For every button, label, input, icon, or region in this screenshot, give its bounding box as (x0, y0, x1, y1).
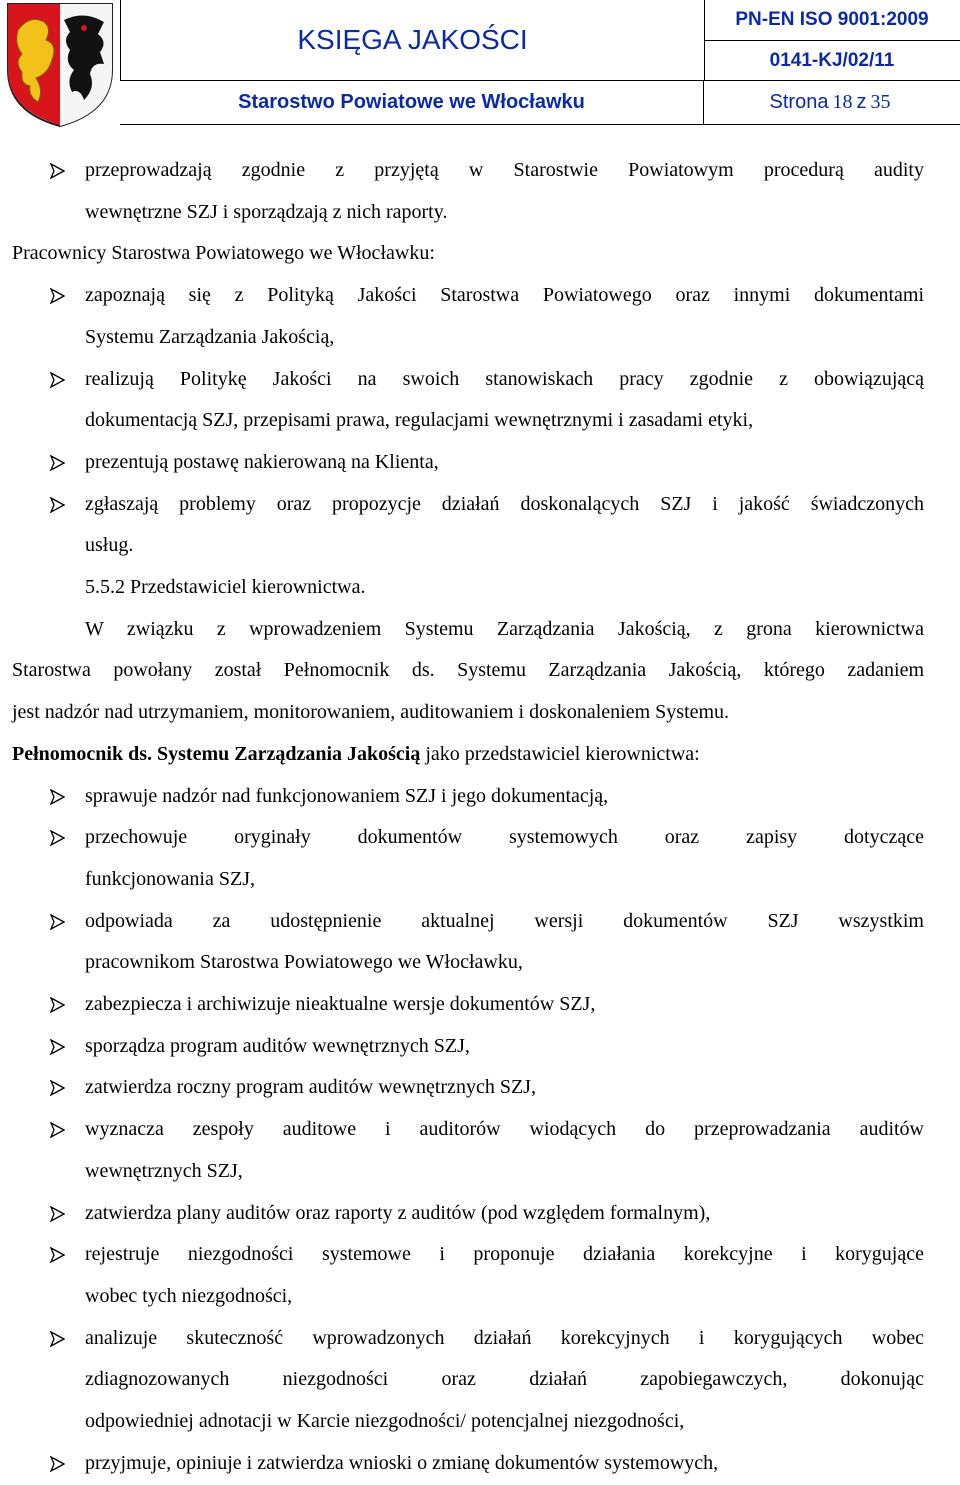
bullet-item (12, 1318, 924, 1443)
bullet-text-line: zatwierdza roczny program auditów wewnętrznych SZJ, (85, 1076, 536, 1099)
page-current: 18 (832, 91, 853, 113)
bullet-item (12, 901, 924, 984)
arrowhead-bullet-icon (50, 1206, 65, 1222)
bullet-text-line: wewnętrzne SZJ i sporządzają z nich raporty. (85, 200, 448, 223)
bullet-text-line: funkcjonowania SZJ, (85, 867, 255, 890)
pelnomocnik-heading (12, 734, 924, 776)
arrowhead-bullet-icon (50, 455, 65, 471)
bullet-text-line: sprawuje nadzór nad funkcjonowaniem SZJ i jego dokumentacją, (85, 784, 609, 807)
section-heading: 5.5.2 Przedstawiciel kierownictwa. (85, 576, 366, 599)
bullet-item (12, 1026, 924, 1068)
paragraph-line: jest nadzór nad utrzymaniem, monitorowaniem, auditowaniem i doskonaleniem Systemu. (12, 701, 730, 724)
arrowhead-bullet-icon (50, 1080, 65, 1096)
bullet-item (12, 1109, 924, 1192)
bullet-text-line: przechowuje oryginały dokumentów systemowych oraz zapisy dotyczące (85, 826, 924, 849)
arrowhead-bullet-icon (50, 1247, 65, 1263)
bullet-item (12, 984, 924, 1026)
page-total: 35 (870, 91, 891, 113)
bullet-item (12, 1193, 924, 1235)
bullet-text-line: Systemu Zarządzania Jakością, (85, 325, 335, 348)
bullet-item (12, 359, 924, 442)
bullet-text-line: realizują Politykę Jakości na swoich stanowiskach pracy zgodnie z obowiązującą (85, 367, 924, 390)
bullet-text-line: wyznacza zespoły auditowe i auditorów wiodących do przeprowadzania auditów (85, 1118, 924, 1141)
bullet-item (12, 1067, 924, 1109)
bullet-item (12, 442, 924, 484)
document-header (0, 0, 960, 128)
pelnomocnik-rest-text: jako przedstawiciel kierownictwa: (420, 742, 700, 765)
arrowhead-bullet-icon (50, 163, 65, 179)
arrowhead-bullet-icon (50, 1039, 65, 1055)
bullet-text-line: zatwierdza plany auditów oraz raporty z auditów (pod względem formalnym), (85, 1201, 711, 1224)
bullet-item (12, 150, 924, 233)
arrowhead-bullet-icon (50, 288, 65, 304)
bullet-text-line: przeprowadzają zgodnie z przyjętą w Starostwie Powiatowym procedurą audity (85, 159, 924, 181)
bullet-text-line: analizuje skuteczność wprowadzonych działań korekcyjnych i korygujących wobec (85, 1326, 924, 1349)
arrowhead-bullet-icon (50, 372, 65, 388)
bullet-text-line: przyjmuje, opiniuje i zatwierdza wnioski o zmianę dokumentów systemowych, (85, 1451, 719, 1474)
bullet-text-line: usług. (85, 534, 134, 557)
bullet-text-line: zdiagnozowanych niezgodności oraz działań zapobiegawczych, dokonując (85, 1368, 924, 1391)
header-bottom-rule (120, 124, 960, 125)
document-body (12, 150, 924, 1485)
paragraph-line: W związku z wprowadzeniem Systemu Zarządzania Jakością, z grona kierownictwa (85, 617, 924, 640)
bullet-text-line: sporządza program auditów wewnętrznych SZJ, (85, 1034, 470, 1057)
bullet-text-line: odpowiada za udostępnienie aktualnej wersji dokumentów SZJ wszystkim (85, 909, 924, 932)
arrowhead-bullet-icon (50, 1122, 65, 1138)
page-separator: z (856, 91, 867, 113)
bullet-text-line: wewnętrznych SZJ, (85, 1159, 243, 1182)
bullet-text-line: wobec tych niezgodności, (85, 1284, 293, 1307)
document-code: 0141-KJ/02/11 (704, 40, 960, 81)
bullet-text-line: zgłaszają problemy oraz propozycje działań doskonalących SZJ i jakość świadczonych (85, 492, 924, 515)
bullet-item (12, 1234, 924, 1317)
organization-name: Starostwo Powiatowe we Włocławku (120, 81, 704, 124)
bullet-text-line: odpowiedniej adnotacji w Karcie niezgodności/ potencjalnej niezgodności, (85, 1410, 685, 1433)
arrowhead-bullet-icon (50, 830, 65, 846)
bullet-text-line: zabezpiecza i archiwizuje nieaktualne wersje dokumentów SZJ, (85, 993, 596, 1016)
pelnomocnik-bold-text: Pełnomocnik ds. Systemu Zarządzania Jakością (12, 742, 421, 765)
arrowhead-bullet-icon (50, 789, 65, 805)
iso-standard: PN-EN ISO 9001:2009 (735, 9, 929, 30)
bullet-text-line: pracownikom Starostwa Powiatowego we Włocławku, (85, 951, 523, 974)
paragraph-line: Starostwa powołany został Pełnomocnik ds. Systemu Zarządzania Jakością, którego zadaniem (12, 659, 924, 682)
page-label: Strona (769, 91, 829, 113)
paragraph-heading: Pracownicy Starostwa Powiatowego we Włocławku: (12, 242, 435, 265)
coat-of-arms-logo (0, 0, 120, 128)
arrowhead-bullet-icon (50, 997, 65, 1013)
arrowhead-bullet-icon (50, 1456, 65, 1472)
bullet-item (12, 275, 924, 358)
arrowhead-bullet-icon (50, 914, 65, 930)
bullet-item (12, 1443, 924, 1485)
arrowhead-bullet-icon (50, 1331, 65, 1347)
bullet-text-line: rejestruje niezgodności systemowe i proponuje działania korekcyjne i korygujące (85, 1243, 924, 1266)
bullet-item (12, 817, 924, 900)
bullet-text-line: zapoznają się z Polityką Jakości Starostwa Powiatowego oraz innymi dokumentami (85, 284, 924, 307)
arrowhead-bullet-icon (50, 497, 65, 513)
bullet-item (12, 484, 924, 567)
bullet-text-line: dokumentacją SZJ, przepisami prawa, regulacjami wewnętrznymi i zasadami etyki, (85, 409, 754, 432)
page-number (704, 81, 960, 124)
bullet-text-line: prezentują postawę nakierowaną na Klienta, (85, 450, 439, 473)
document-title: KSIĘGA JAKOŚCI (120, 0, 705, 80)
bullet-item (12, 776, 924, 818)
